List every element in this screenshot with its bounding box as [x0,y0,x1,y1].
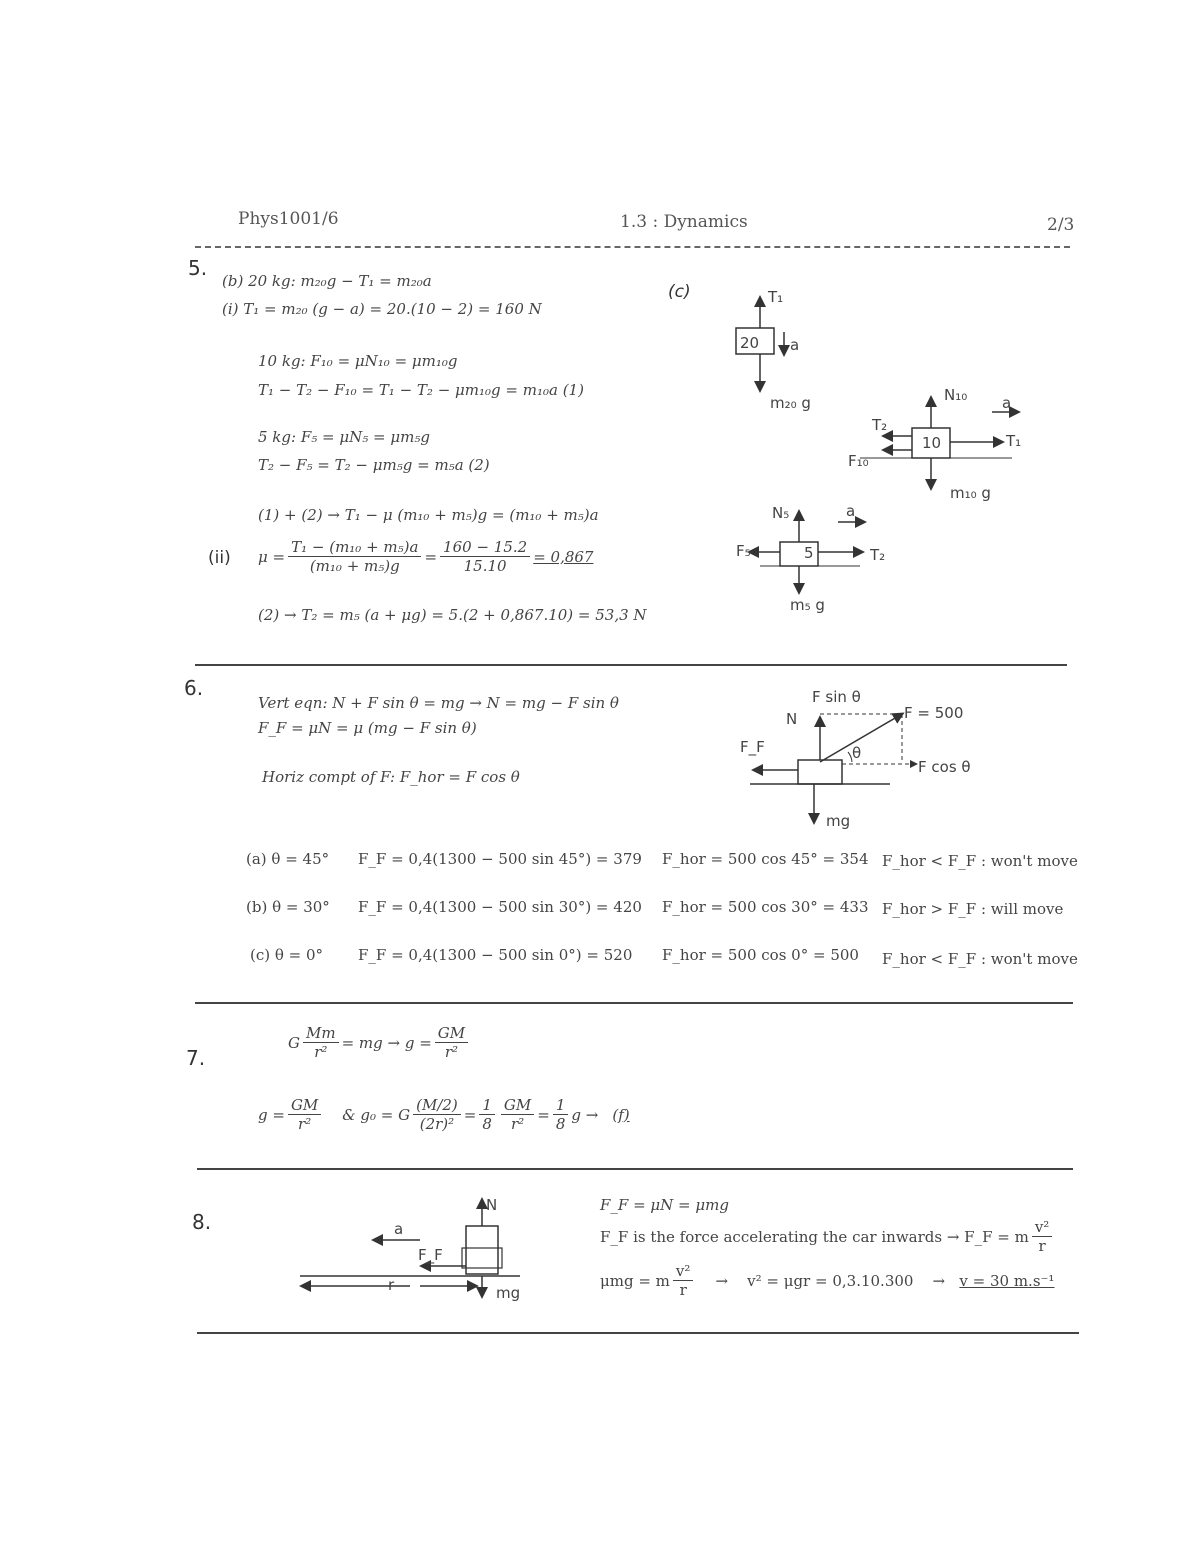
q8-r-label: r [388,1276,395,1294]
page-number: 2/3 [1047,215,1075,235]
q7-l2-fraction-2 [413,1096,461,1133]
fbd-n5-label: N₅ [772,504,790,522]
mu-fraction-values [440,538,530,575]
fbd-a1-label: a [790,336,800,354]
q8-l3-pre: μmg = m [600,1271,670,1290]
q6-row-c-horizontal: F_hor = 500 cos 0° = 500 [662,946,859,964]
fbd-t2b-label: T₂ [870,546,886,564]
q7-l2-pre: g = [258,1105,285,1124]
q6-row-b-case: (b) θ = 30° [246,898,330,916]
q7-l2-fraction-3 [501,1096,534,1133]
q8-l3-den: r [679,1281,687,1299]
q6-row-b-friction: F_F = 0,4(1300 − 500 sin 30°) = 420 [358,898,642,916]
fbd-f500-label: F = 500 [904,704,964,722]
q7-l2-fraction [288,1096,321,1133]
q8-a-label: a [394,1220,404,1238]
q7-l2-eighth2-num: 1 [553,1096,569,1115]
q8-l3-fraction [673,1262,694,1299]
q7-l1-num2: GM [435,1024,468,1043]
course-code: Phys1001/6 [238,209,339,229]
fbd-w20-label: m₂₀ g [770,394,811,412]
q5-5kg-friction: 5 kg: F₅ = μN₅ = μm₅g [258,428,430,446]
mu-denominator: (m₁₀ + m₅)g [309,557,400,575]
q6-row-c-case: (c) θ = 0° [250,946,324,964]
q5-t2-equation: (2) → T₂ = m₅ (a + μg) = 5.(2 + 0,867.10) = 53,3 N [258,606,647,624]
q7-l1-g: G [288,1033,300,1052]
q5-sum-equation: (1) + (2) → T₁ − μ (m₁₀ + m₅)g = (m₁₀ + m₅)a [258,506,599,524]
q7-l1-fraction-2 [435,1024,468,1061]
q7-l2-mid: & g₀ = G [342,1105,411,1124]
question-6-number: 6. [184,676,204,700]
fbd-n10-label: N₁₀ [944,386,968,404]
q7-l2-num2: (M/2) [413,1096,461,1115]
q7-l2-eighth [479,1096,495,1133]
q8-n-label: N [486,1196,498,1214]
q7-l2-den: r² [298,1115,312,1133]
q6-row-a-horizontal: F_hor = 500 cos 45° = 354 [662,850,869,868]
fbd-fsin-label: F sin θ [812,688,861,706]
divider-q7-q8 [197,1168,1073,1170]
q8-centripetal-line [600,1218,1055,1255]
q7-l2-num3: GM [501,1096,534,1115]
q5-10kg-equation: T₁ − T₂ − F₁₀ = T₁ − T₂ − μm₁₀g = m₁₀a (1) [258,381,584,399]
q8-l2-den: r [1038,1237,1046,1255]
divider-bottom [197,1332,1079,1334]
q8-l2-fraction [1032,1218,1053,1255]
q7-l2-eq2: = [537,1105,550,1124]
q7-l2-eighth2-den: 8 [555,1115,566,1133]
divider-q6-q7 [195,1002,1073,1004]
q5-10kg-friction: 10 kg: F₁₀ = μN₁₀ = μm₁₀g [258,352,458,370]
q5-free-body-diagrams [720,280,1050,620]
q6-horizontal-component: Horiz compt of F: F_hor = F cos θ [262,768,520,786]
q6-row-b-horizontal: F_hor = 500 cos 30° = 433 [662,898,869,916]
fbd-a3-label: a [846,502,856,520]
q5-5kg-equation: T₂ − F₅ = T₂ − μm₅g = m₅a (2) [258,456,490,474]
q6-row-a-friction: F_F = 0,4(1300 − 500 sin 45°) = 379 [358,850,642,868]
fbd-f10-label: F₁₀ [848,452,869,470]
q7-l1-mid: = mg → g = [341,1033,432,1052]
q8-speed-line [600,1262,1054,1299]
q7-l2-num: GM [288,1096,321,1115]
mu-denominator-values: 15.10 [463,557,507,575]
q6-vertical-equation: Vert eqn: N + F sin θ = mg → N = mg − F sin θ [258,694,619,712]
mu-value: = 0,867 [533,547,594,566]
car-shape [466,1226,498,1274]
topic-title: 1.3 : Dynamics [620,212,748,232]
q8-l2-num: v² [1032,1218,1053,1237]
q5-b-20kg-equation: (b) 20 kg: m₂₀g − T₁ = m₂₀a [222,272,432,290]
fbd-box20-label: 20 [740,334,760,352]
divider-q5-q6 [195,664,1067,666]
fbd-theta-label: θ [852,744,862,762]
q7-answer: (f) [612,1105,630,1124]
q6-row-a-result: F_hor < F_F : won't move [882,852,1078,870]
q5-mu-equation [258,538,593,575]
header-divider [195,246,1070,248]
q7-l1-fraction [303,1024,339,1061]
q6-row-b-result: F_hor > F_F : will move [882,900,1064,918]
fbd-t2a-label: T₂ [872,416,888,434]
q6-row-c-result: F_hor < F_F : won't move [882,950,1078,968]
q7-l1-num: Mm [303,1024,339,1043]
q8-l3-num: v² [673,1262,694,1281]
q7-line-1 [288,1024,471,1061]
q8-l2-text: F_F is the force accelerating the car inwards → F_F = m [600,1227,1029,1246]
question-5-number: 5. [188,256,208,280]
q7-l2-eighth-2 [553,1096,569,1133]
fbd-mg-label: mg [826,812,851,830]
fbd-w5-label: m₅ g [790,596,825,614]
q7-l1-den2: r² [444,1043,459,1061]
q8-friction-equation: F_F = μN = μmg [600,1196,729,1214]
q7-l2-end: g → [571,1105,599,1124]
fbd-fcos-label: F cos θ [918,758,971,776]
fbd-a2-label: a [1002,394,1012,412]
question-7-number: 7. [186,1046,206,1070]
fbd-f5-label: F₅ [736,542,751,560]
mu-numerator-values: 160 − 15.2 [440,538,530,557]
fbd-fp-label: F_F [740,738,765,756]
fbd-box5-label: 5 [804,544,814,562]
q8-l3-mid: → v² = μgr = 0,3.10.300 → [696,1271,960,1290]
q5-b-i-tension: (i) T₁ = m₂₀ (g − a) = 20.(10 − 2) = 160 N [222,300,542,318]
q7-line-2 [258,1096,630,1133]
fbd-n-label: N [786,710,798,728]
q7-l2-eighth-num: 1 [479,1096,495,1115]
q6-row-a-case: (a) θ = 45° [246,850,330,868]
fbd-w10-label: m₁₀ g [950,484,991,502]
q8-answer: v = 30 m.s⁻¹ [959,1271,1055,1290]
mu-fraction [288,538,421,575]
mu-lhs: μ = [258,547,286,566]
q7-l2-den3: r² [511,1115,525,1133]
q7-l2-den2: (2r)² [419,1115,455,1133]
q8-ff-label: F_F [418,1246,443,1264]
fbd-t1b-label: T₁ [1006,432,1022,450]
q6-friction-equation: F_F = μN = μ (mg − F sin θ) [258,719,477,737]
fbd-t1-label: T₁ [768,288,784,306]
q7-l2-eighth-den: 8 [482,1115,492,1133]
q5-ii-label: (ii) [208,548,231,568]
q6-row-c-friction: F_F = 0,4(1300 − 500 sin 0°) = 520 [358,946,633,964]
q7-l1-den: r² [314,1043,328,1061]
mu-equals: = [424,547,438,566]
crate [798,760,842,784]
q7-l2-eq: = [463,1105,477,1124]
q8-mg-label: mg [496,1284,521,1302]
mu-numerator: T₁ − (m₁₀ + m₅)a [288,538,421,557]
q5-c-label: (c) [668,282,691,302]
fbd-box10-label: 10 [922,434,942,452]
question-8-number: 8. [192,1210,212,1234]
